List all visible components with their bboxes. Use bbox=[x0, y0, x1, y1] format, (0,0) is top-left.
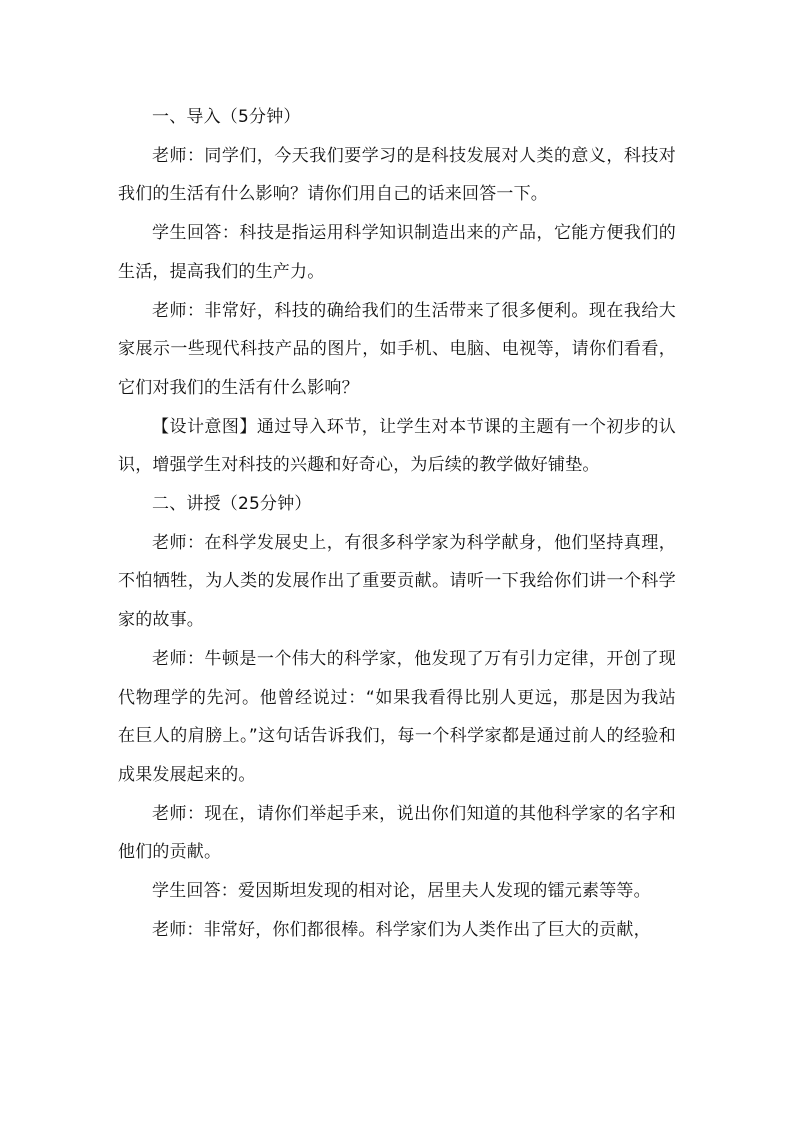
paragraph: 老师：非常好，科技的确给我们的生活带来了很多便利。现在我给大家展示一些现代科技产品的图片，如手机、电脑、电视等，请你们看看，它们对我们的生活有什么影响？ bbox=[118, 300, 676, 398]
design-intent-paragraph: 【设计意图】通过导入环节，让学生对本节课的主题有一个初步的认识，增强学生对科技的兴趣和好奇心，为后续的教学做好铺垫。 bbox=[118, 416, 676, 476]
paragraph: 老师：牛顿是一个伟大的科学家，他发现了万有引力定律，开创了现代物理学的先河。他曾经说过：“如果我看得比别人更远，那是因为我站在巨人的肩膀上。”这句话告诉我们，每一个科学家都是通过前人的经验和成果发展起来的。 bbox=[118, 648, 676, 785]
paragraph: 老师：非常好，你们都很棒。科学家们为人类作出了巨大的贡献， bbox=[152, 919, 651, 940]
document-body bbox=[118, 98, 676, 949]
paragraph: 老师：现在，请你们举起手来，说出你们知道的其他科学家的名字和他们的贡献。 bbox=[118, 803, 676, 863]
paragraph: 学生回答：科技是指运用科学知识制造出来的产品，它能方便我们的生活，提高我们的生产力。 bbox=[118, 223, 676, 282]
paragraph: 老师：在科学发展史上，有很多科学家为科学献身，他们坚持真理，不怕牺牲，为人类的发展作出了重要贡献。请听一下我给你们讲一个科学家的故事。 bbox=[118, 532, 676, 631]
section-heading-lecture: 二、讲授（25分钟） bbox=[152, 494, 312, 515]
section-heading-intro: 一、导入（5分钟） bbox=[152, 107, 301, 127]
paragraph: 学生回答：爱因斯坦发现的相对论，居里夫人发现的镭元素等等。 bbox=[152, 881, 651, 902]
paragraph: 老师：同学们，今天我们要学习的是科技发展对人类的意义，科技对我们的生活有什么影响？请你们用自己的话来回答一下。 bbox=[118, 145, 676, 205]
